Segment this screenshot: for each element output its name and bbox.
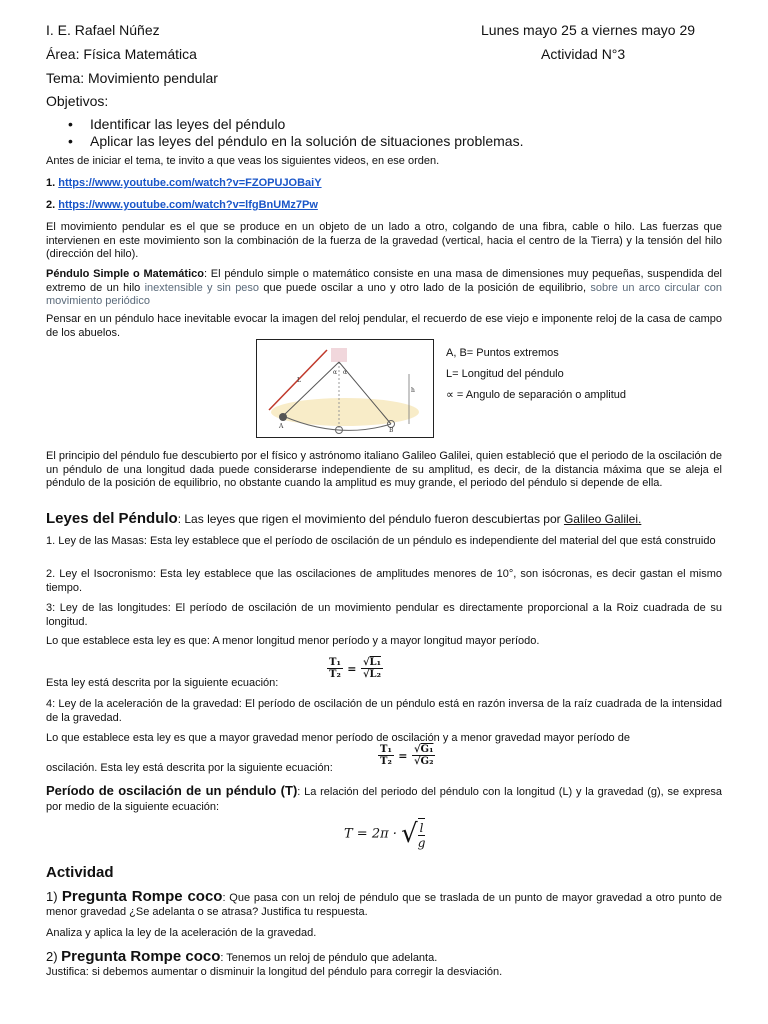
question-1-title: Pregunta Rompe coco xyxy=(61,888,223,905)
pendulum-diagram xyxy=(257,340,433,437)
pendulum-figure xyxy=(256,339,434,438)
equation-gravity: $\frac{\text{T₁}}{\text{T₂}}$ = $\frac{\text{√G₁}}{\text{√G₂}}$ xyxy=(380,744,434,767)
legend-extremes: A, B= Puntos extremos xyxy=(446,347,559,359)
topic: Tema: Movimiento pendular xyxy=(46,70,218,86)
law-masses: 1. Ley de las Masas: Esta ley establece que el período de oscilación de un péndulo es independiente del material del que está construido xyxy=(46,535,716,547)
date-range: Lunes mayo 25 a viernes mayo 29 xyxy=(481,22,696,38)
label-h: h xyxy=(411,387,415,394)
laws-title: Leyes del Péndulo xyxy=(46,510,178,527)
video-link-1-row xyxy=(46,177,322,189)
video-link-2[interactable]: https://www.youtube.com/watch?v=lfgBnUMz7Pw xyxy=(58,199,318,211)
period-title: Período de oscilación de un péndulo (T xyxy=(46,783,293,798)
question-1-hint: Analiza y aplica la ley de la aceleración de la gravedad. xyxy=(46,927,317,939)
objectives-list xyxy=(46,116,726,150)
period-equation: T = 2π · √ $\frac{l}{g}$ xyxy=(344,819,426,850)
period-paragraph: Período de oscilación de un péndulo (T): La relación del periodo del péndulo con la longitud (L) y la gravedad (g), se expresa por medio de la siguiente ecuación: xyxy=(46,783,722,813)
question-1: 1) Pregunta Rompe coco: Que pasa con un reloj de péndulo que se traslada de un punto de mayor gravedad a otro punto de menor gravedad ¿Se adelanta o se atrasa? Justifica tu respuesta. xyxy=(46,888,722,918)
law-lengths: 3: Ley de las longitudes: El período de oscilación de un movimiento pendular es directamente proporcional a la Roiz cuadrada de su longitud. xyxy=(46,602,722,628)
video-link-1[interactable]: https://www.youtube.com/watch?v=FZOPUJOBaiY xyxy=(58,177,322,189)
activity-title: Actividad xyxy=(46,864,114,881)
law-gravity-eq-text: oscilación. Esta ley está descrita por la siguiente ecuación: xyxy=(46,762,333,774)
question-2: 2) Pregunta Rompe coco: Tenemos un reloj de péndulo que adelanta. xyxy=(46,948,438,965)
label-alpha: α xyxy=(343,369,348,376)
objectives-label: Objetivos: xyxy=(46,93,109,109)
simple-pendulum-title: Péndulo Simple o Matemático xyxy=(46,268,204,280)
pendulum-definition: El movimiento pendular es el que se produce en un objeto de un lado a otro, colgando de una fibra, cable o hilo. Las fuerzas que intervienen en este movimiento son la combinación de la fuerza de la gravedad (vertical, hacia el centro de la Tierra) y la tensión del hilo (dirección del hilo). xyxy=(46,221,722,260)
law-gravity: 4: Ley de la aceleración de la gravedad: El período de oscilación de un péndulo está en razón inversa de la raíz cuadrada de la intensidad de la gravedad. xyxy=(46,698,722,724)
galileo-name: Galileo Galilei. xyxy=(563,512,642,526)
subject-area: Área: Física Matemática xyxy=(46,46,197,62)
history-paragraph: El principio del péndulo fue descubierto por el físico y astrónomo italiano Galileo Galilei, quien estableció que el periodo de la oscilación de un péndulo de una longitud dada puede considerarse independiente de su amplitud, es decir, de la distancia máxima que se aleja el péndulo de la posición de equilibrio, no obstante cuando la amplitud es muy grande, el periodo del péndulo si depende de ella. xyxy=(46,450,722,489)
clock-paragraph: Pensar en un péndulo hace inevitable evocar la imagen del reloj pendular, el recuerdo de ese viejo e imponente reloj de la casa de campo de los abuelos. xyxy=(46,313,722,339)
question-2-justify: Justifica: si debemos aumentar o disminuir la longitud del péndulo para corregir la desviación. xyxy=(46,966,503,978)
equation-lengths: $\frac{\text{T₁}}{\text{T₂}}$ = $\frac{\text{√L₁}}{\text{√L₂}}$ xyxy=(329,657,381,680)
link-number: 2. xyxy=(46,199,56,211)
objective-item: • Aplicar las leyes del péndulo en la solución de situaciones problemas. xyxy=(46,133,726,150)
law-lengths-eq-text: Esta ley está descrita por la siguiente ecuación: xyxy=(46,677,279,689)
label-alpha: α xyxy=(333,369,338,376)
label-B: B xyxy=(389,427,394,434)
objective-item: • Identificar las leyes del péndulo xyxy=(46,116,726,133)
link-number: 1. xyxy=(46,177,56,189)
video-link-2-row xyxy=(46,199,318,211)
question-2-title: Pregunta Rompe coco xyxy=(61,948,221,965)
activity-number: Actividad N°3 xyxy=(541,46,626,62)
videos-intro: Antes de iniciar el tema, te invito a que veas los siguientes videos, en ese orden. xyxy=(46,155,440,167)
law-gravity-meaning: Lo que establece esta ley es que a mayor gravedad menor período de oscilación y a menor gravedad mayor período de xyxy=(46,732,630,744)
law-lengths-meaning: Lo que establece esta ley es que: A menor longitud menor período y a mayor longitud mayor período. xyxy=(46,635,540,647)
laws-heading-row: Leyes del Péndulo: Las leyes que rigen el movimiento del péndulo fueron descubiertas por Galileo Galilei. xyxy=(46,510,642,527)
simple-pendulum-paragraph: Péndulo Simple o Matemático: El péndulo simple o matemático consiste en una masa de dimensiones muy pequeñas, suspendida del extremo de un hilo inextensible y sin peso que puede oscilar a uno y otro lado de la posición de equilibrio, sobre un arco circular con movimiento periódico xyxy=(46,268,723,307)
legend-amplitude: ∝ = Angulo de separación o amplitud xyxy=(446,389,627,401)
law-isochronism: 2. Ley el Isocronismo: Esta ley establece que las oscilaciones de amplitudes menores de 10°, son isócronas, es decir gastan el mismo tiempo. xyxy=(46,568,722,594)
label-A: A xyxy=(279,423,284,430)
school-name: I. E. Rafael Núñez xyxy=(46,22,160,38)
label-L: L xyxy=(297,377,301,384)
legend-length: L= Longitud del péndulo xyxy=(446,368,564,380)
